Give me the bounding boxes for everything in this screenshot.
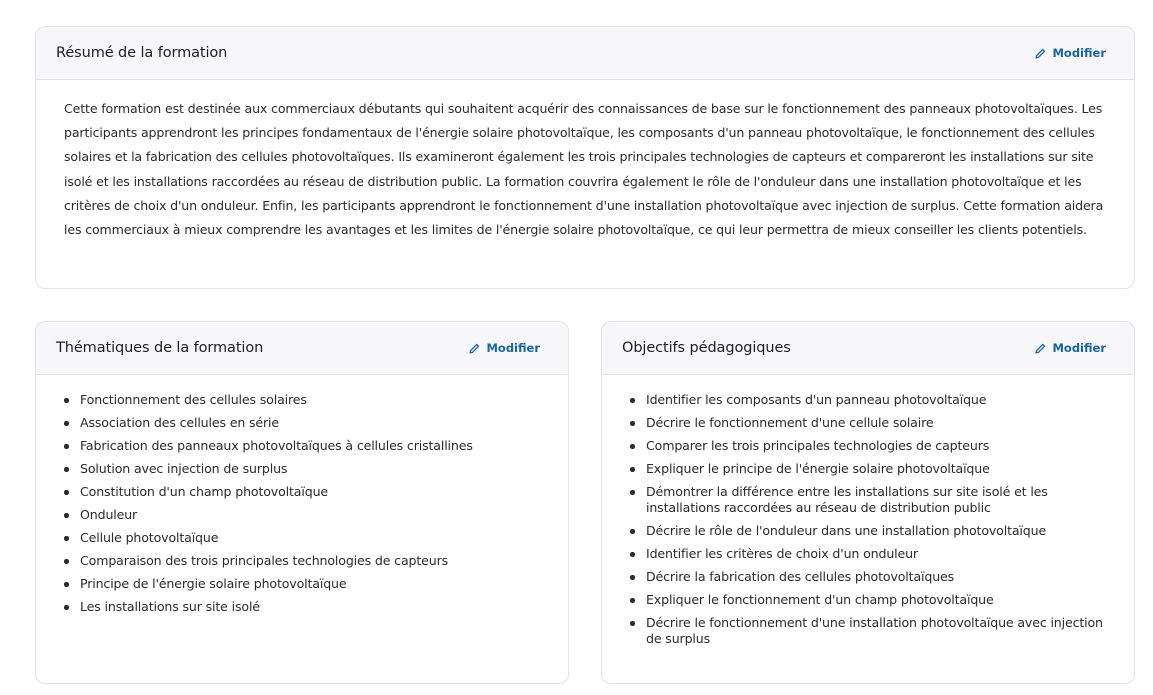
- list-item: Décrire le fonctionnement d'une cellule solaire: [628, 415, 1114, 431]
- list-item: Constitution d'un champ photovoltaïque: [62, 484, 548, 500]
- objectives-list: [602, 375, 1134, 648]
- themes-title: Thématiques de la formation: [56, 340, 264, 356]
- list-item: Comparaison des trois principales technologies de capteurs: [62, 553, 548, 569]
- list-item: Décrire la fabrication des cellules photovoltaïques: [628, 569, 1114, 585]
- themes-edit-button[interactable]: [469, 341, 540, 355]
- themes-edit-label: Modifier: [486, 341, 540, 355]
- list-item: Expliquer le principe de l'énergie solaire photovoltaïque: [628, 461, 1114, 477]
- list-item: Fonctionnement des cellules solaires: [62, 392, 548, 408]
- list-item: Démontrer la différence entre les installations sur site isolé et les installations raccordées au réseau de distribution public: [628, 484, 1114, 516]
- summary-body: [36, 80, 1134, 242]
- list-item: Principe de l'énergie solaire photovoltaïque: [62, 576, 548, 592]
- list-item: Identifier les composants d'un panneau photovoltaïque: [628, 392, 1114, 408]
- list-item: Comparer les trois principales technologies de capteurs: [628, 438, 1114, 454]
- summary-text: Cette formation est destinée aux commerciaux débutants qui souhaitent acquérir des connaissances de base sur le fonctionnement des panneaux photovoltaïques. Les participants apprendront les principes fondamentaux de l'énergie solaire photovoltaïque, les composants d'un panneau photovoltaïque, le fonctionnement des cellules solaires et la fabrication des cellules photovoltaïques. Ils examineront également les trois principales technologies de capteurs et compareront les installations sur site isolé et les installations raccordées au réseau de distribution public. La formation couvrira également le rôle de l'onduleur dans une installation photovoltaïque et les critères de choix d'un onduleur. Enfin, les participants apprendront le fonctionnement d'une installation photovoltaïque avec injection de surplus. Cette formation aidera les commerciaux à mieux comprendre les avantages et les limites de l'énergie solaire photovoltaïque, ce qui leur permettra de mieux conseiller les clients potentiels.: [64, 101, 1104, 238]
- list-item: Décrire le fonctionnement d'une installation photovoltaïque avec injection de surplus: [628, 615, 1114, 647]
- objectives-title: Objectifs pédagogiques: [622, 340, 791, 356]
- pencil-icon: [1035, 48, 1046, 59]
- list-item: Solution avec injection de surplus: [62, 461, 548, 477]
- objectives-card-header: [602, 322, 1134, 375]
- themes-list: [36, 375, 568, 615]
- objectives-card: [601, 321, 1135, 684]
- summary-card-header: [36, 27, 1134, 80]
- list-item: Cellule photovoltaïque: [62, 530, 548, 546]
- list-item: Identifier les critères de choix d'un onduleur: [628, 546, 1114, 562]
- list-item: Onduleur: [62, 507, 548, 523]
- themes-card: [35, 321, 569, 684]
- objectives-body: [602, 375, 1134, 648]
- list-item: Les installations sur site isolé: [62, 599, 548, 615]
- list-item: Expliquer le fonctionnement d'un champ photovoltaïque: [628, 592, 1114, 608]
- objectives-edit-label: Modifier: [1052, 341, 1106, 355]
- summary-edit-button[interactable]: [1035, 46, 1106, 60]
- themes-body: [36, 375, 568, 615]
- pencil-icon: [1035, 343, 1046, 354]
- list-item: Association des cellules en série: [62, 415, 548, 431]
- list-item: Fabrication des panneaux photovoltaïques à cellules cristallines: [62, 438, 548, 454]
- summary-edit-label: Modifier: [1052, 46, 1106, 60]
- objectives-edit-button[interactable]: [1035, 341, 1106, 355]
- list-item: Décrire le rôle de l'onduleur dans une installation photovoltaïque: [628, 523, 1114, 539]
- summary-title: Résumé de la formation: [56, 45, 228, 61]
- summary-card: [35, 26, 1135, 289]
- pencil-icon: [469, 343, 480, 354]
- themes-card-header: [36, 322, 568, 375]
